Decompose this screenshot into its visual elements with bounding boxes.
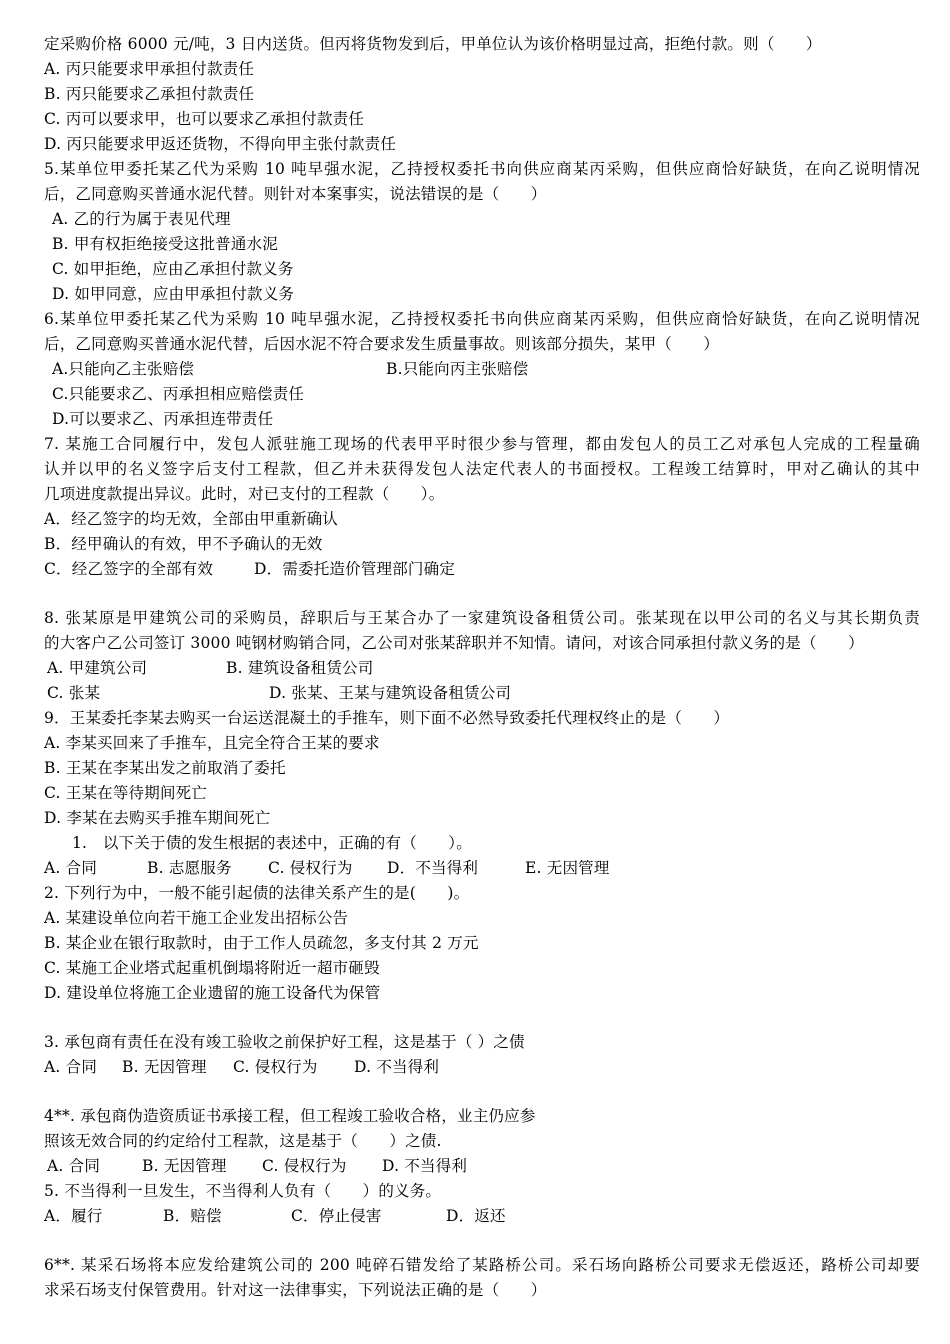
option-line: A. 丙只能要求甲承担付款责任 xyxy=(44,60,255,78)
option-d: D. 不当得利 xyxy=(354,1058,440,1076)
option-line: A．经乙签字的均无效，全部由甲重新确认 xyxy=(44,510,338,528)
option-d: D. 张某、王某与建筑设备租赁公司 xyxy=(269,684,512,702)
option-b: B. 无因管理 xyxy=(122,1058,207,1076)
question-line: 2. 下列行为中，一般不能引起债的法律关系产生的是( )。 xyxy=(44,884,470,902)
option-line: A. 乙的行为属于表见代理 xyxy=(52,210,231,228)
option-a: A. 甲建筑公司 xyxy=(47,659,148,677)
option-c: C. 张某 xyxy=(47,684,101,702)
option-b: B. 建筑设备租赁公司 xyxy=(226,659,374,677)
option-b: B. 志愿服务 xyxy=(147,859,232,877)
question-line: 照该无效合同的约定给付工程款，这是基于（ ）之债. xyxy=(44,1132,442,1150)
option-e: E. 无因管理 xyxy=(525,859,610,877)
question-line: 1. 以下关于债的发生根据的表述中，正确的有（ ）。 xyxy=(72,834,472,852)
option-line: C. 如甲拒绝，应由乙承担付款义务 xyxy=(52,260,294,278)
question-line: 4**. 承包商伪造资质证书承接工程，但工程竣工验收合格，业主仍应参 xyxy=(44,1107,536,1125)
option-row xyxy=(44,357,920,382)
question-line: 5.某单位甲委托某乙代为采购 10 吨早强水泥，乙持授权委托书向供应商某丙采购，但供应商恰好缺货，在向乙说明情况 xyxy=(44,160,920,178)
option-c: C. 侵权行为 xyxy=(262,1157,347,1175)
question-line: 3. 承包商有责任在没有竣工验收之前保护好工程，这是基于（ ）之债 xyxy=(44,1033,525,1051)
option-d: D．不当得利 xyxy=(387,859,479,877)
option-line: D. 丙只能要求甲返还货物，不得向甲主张付款责任 xyxy=(44,135,397,153)
option-d: D．返还 xyxy=(446,1207,506,1225)
option-line: B. 丙只能要求乙承担付款责任 xyxy=(44,85,255,103)
question-line: 8. 张某原是甲建筑公司的采购员，辞职后与王某合办了一家建筑设备租赁公司。张某现在以甲公司的名义与其长期负责 xyxy=(44,609,920,627)
option-line: A. 李某买回来了手推车，且完全符合王某的要求 xyxy=(44,734,380,752)
option-c: C. 侵权行为 xyxy=(268,859,353,877)
question-line: 7. 某施工合同履行中，发包人派驻施工现场的代表甲平时很少参与管理，都由发包人的员工乙对承包人完成的工程量确 xyxy=(44,435,920,453)
option-a: A．履行 xyxy=(44,1207,103,1225)
option-c: C. 侵权行为 xyxy=(233,1058,318,1076)
option-line: B. 王某在李某出发之前取消了委托 xyxy=(44,759,286,777)
option-line: C. 王某在等待期间死亡 xyxy=(44,784,208,802)
option-line: D. 李某在去购买手推车期间死亡 xyxy=(44,809,271,827)
option-c: C．停止侵害 xyxy=(291,1207,382,1225)
option-a: A.只能向乙主张赔偿 xyxy=(52,360,195,378)
option-a: A. 合同 xyxy=(44,1058,98,1076)
option-line: D. 建设单位将施工企业遗留的施工设备代为保管 xyxy=(44,984,381,1002)
question-line: 后，乙同意购买普通水泥代替，后因水泥不符合要求发生质量事故。则该部分损失，某甲（ ） xyxy=(44,335,720,353)
option-d: D. 不当得利 xyxy=(382,1157,468,1175)
option-line: B. 某企业在银行取款时，由于工作人员疏忽，多支付其 2 万元 xyxy=(44,934,479,952)
option-b: B．赔偿 xyxy=(163,1207,222,1225)
option-line: B．经甲确认的有效，甲不予确认的无效 xyxy=(44,535,323,553)
option-d: D．需委托造价管理部门确定 xyxy=(254,560,456,578)
question-line: 认并以甲的名义签字后支付工程款，但乙并未获得发包人法定代表人的书面授权。工程竣工结算时，甲对乙确认的其中 xyxy=(44,460,920,478)
text-line: 定采购价格 6000 元/吨，3 日内送货。但丙将货物发到后，甲单位认为该价格明显过高，拒绝付款。则（ ） xyxy=(44,35,822,53)
option-row xyxy=(44,1055,920,1080)
option-b: B. 无因管理 xyxy=(142,1157,227,1175)
question-line: 的大客户乙公司签订 3000 吨钢材购销合同，乙公司对张某辞职并不知情。请问，对该合同承担付款义务的是（ ） xyxy=(44,634,864,652)
option-b: B.只能向丙主张赔偿 xyxy=(386,360,529,378)
option-line: C.只能要求乙、丙承担相应赔偿责任 xyxy=(52,385,305,403)
question-line: 求采石场支付保管费用。针对这一法律事实，下列说法正确的是（ ） xyxy=(44,1281,547,1299)
option-a: A. 合同 xyxy=(47,1157,101,1175)
option-row xyxy=(44,557,920,582)
option-line: B. 甲有权拒绝接受这批普通水泥 xyxy=(52,235,278,253)
option-row xyxy=(44,681,920,706)
option-c: C．经乙签字的全部有效 xyxy=(44,560,214,578)
option-line: C. 某施工企业塔式起重机倒塌将附近一超市砸毁 xyxy=(44,959,380,977)
option-line: D.可以要求乙、丙承担连带责任 xyxy=(52,410,274,428)
option-line: D. 如甲同意，应由甲承担付款义务 xyxy=(52,285,295,303)
question-line: 5. 不当得利一旦发生，不当得利人负有（ ）的义务。 xyxy=(44,1182,442,1200)
option-row xyxy=(44,656,920,681)
question-line: 6**. 某采石场将本应发给建筑公司的 200 吨碎石错发给了某路桥公司。采石场向路桥公司要求无偿返还，路桥公司却要 xyxy=(44,1256,920,1274)
option-row xyxy=(44,856,920,881)
question-line: 9．王某委托李某去购买一台运送混凝土的手推车，则下面不必然导致委托代理权终止的是（ ） xyxy=(44,709,730,727)
option-a: A. 合同 xyxy=(44,859,98,877)
option-row xyxy=(44,1204,920,1229)
question-line: 后，乙同意购买普通水泥代替。则针对本案事实，说法错误的是（ ） xyxy=(44,185,547,203)
question-line: 几项进度款提出异议。此时，对已支付的工程款（ ）。 xyxy=(44,485,445,503)
option-line: A. 某建设单位向若干施工企业发出招标公告 xyxy=(44,909,349,927)
question-line: 6.某单位甲委托某乙代为采购 10 吨早强水泥，乙持授权委托书向供应商某丙采购，但供应商恰好缺货，在向乙说明情况 xyxy=(44,310,920,328)
option-row xyxy=(44,1154,920,1179)
option-line: C. 丙可以要求甲，也可以要求乙承担付款责任 xyxy=(44,110,365,128)
